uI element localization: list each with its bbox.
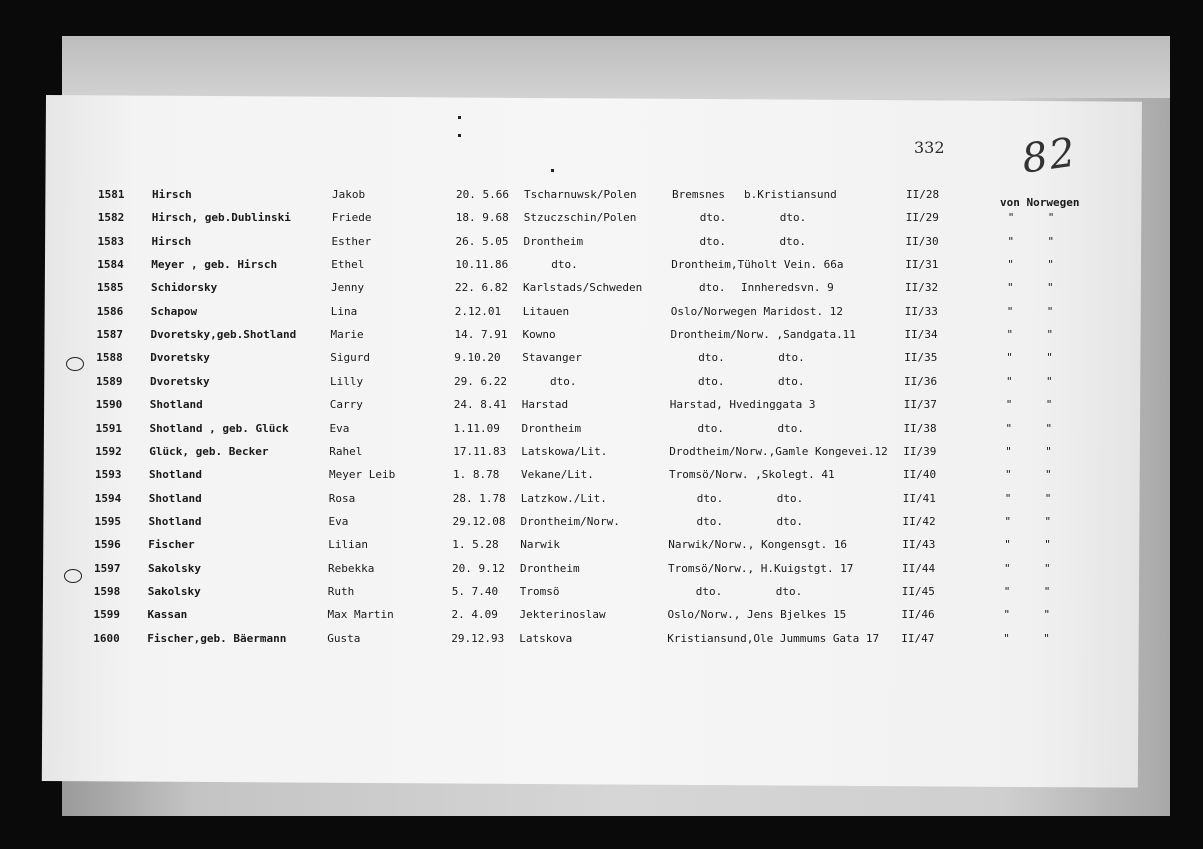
row-ditto-2: " — [1044, 514, 1052, 528]
row-surname: Hirsch, geb.Dublinski — [151, 211, 291, 225]
row-ditto-1: " — [1005, 468, 1012, 482]
row-surname: Dvoretsky — [150, 351, 210, 365]
row-ditto-1: " — [1006, 328, 1014, 342]
row-birthplace: Stavanger — [522, 351, 582, 365]
row-birthdate: 17.11.83 — [453, 444, 507, 458]
row-number: 1591 — [95, 421, 122, 435]
table-row — [0, 468, 1203, 488]
row-address: Drontheim,Tüholt Vein. 66a — [671, 258, 844, 272]
row-birthplace: Vekane/Lit. — [521, 468, 594, 482]
row-register-ref: II/28 — [906, 188, 940, 201]
row-birthdate: 2. 4.09 — [451, 608, 498, 622]
row-surname: Fischer,geb. Bäermann — [147, 631, 287, 645]
row-ditto-2: " — [1047, 211, 1055, 225]
table-row — [0, 235, 1203, 255]
row-number: 1583 — [97, 234, 124, 248]
row-firstname: Lilian — [328, 538, 368, 552]
row-address: dto. — [699, 234, 726, 248]
row-birthplace: Kowno — [522, 328, 556, 342]
table-row — [0, 281, 1203, 301]
row-firstname: Lilly — [330, 374, 364, 388]
table-row — [0, 398, 1203, 418]
row-birthplace: Harstad — [521, 398, 569, 412]
row-firstname: Ruth — [327, 584, 355, 598]
table-row — [0, 632, 1203, 652]
row-address: Drodtheim/Norw.,Gamle Kongevei.12 — [669, 444, 888, 458]
row-firstname: Esther — [331, 234, 372, 248]
row-birthplace: Drontheim/Norw. — [520, 514, 620, 528]
table-row — [0, 515, 1203, 535]
row-surname: Shotland — [148, 491, 202, 505]
row-surname: Kassan — [147, 608, 188, 622]
row-address: Narwik/Norw., Kongensgt. 16 — [668, 538, 848, 552]
row-address-2: dto. — [776, 514, 803, 528]
row-number: 1587 — [96, 328, 123, 342]
row-ditto-2: " — [1044, 538, 1051, 552]
row-ditto-1: " — [1007, 258, 1014, 272]
row-birthdate: 14. 7.91 — [454, 328, 508, 342]
row-ditto-2: " — [1045, 468, 1052, 482]
row-register-ref: II/41 — [902, 491, 936, 505]
row-register-ref: II/46 — [901, 608, 935, 622]
row-register-ref: II/43 — [902, 538, 936, 552]
punch-mark — [458, 116, 461, 119]
row-ditto-2: " — [1044, 561, 1051, 575]
row-register-ref: II/39 — [903, 444, 937, 458]
table-row — [0, 351, 1203, 371]
row-number: 1585 — [97, 281, 124, 295]
row-birthdate: 5. 7.40 — [451, 584, 499, 598]
row-address-2: b.Kristiansund — [744, 188, 837, 201]
table-row — [0, 585, 1203, 605]
row-ditto-2: " — [1044, 491, 1052, 505]
row-birthdate: 1. 5.28 — [452, 538, 499, 552]
row-address: Drontheim/Norw. ,Sandgata.11 — [670, 328, 856, 342]
table-row — [0, 258, 1203, 278]
page-stamp-number: 332 — [914, 138, 945, 157]
row-address: Kristiansund,Ole Jummums Gata 17 — [667, 631, 880, 645]
row-address: dto. — [697, 421, 724, 435]
row-birthplace: Tscharnuwsk/Polen — [524, 188, 637, 201]
row-address: Tromsö/Norw. ,Skolegt. 41 — [669, 468, 835, 482]
row-number: 1599 — [93, 608, 120, 622]
row-birthdate: 29.12.08 — [452, 514, 506, 528]
row-address-2: dto. — [779, 234, 806, 248]
row-address-2: dto. — [775, 584, 803, 598]
row-birthplace: Drontheim — [523, 234, 584, 248]
row-firstname: Eva — [329, 421, 350, 435]
row-firstname: Jenny — [331, 281, 365, 295]
row-birthplace: Latskowa/Lit. — [521, 444, 608, 458]
row-register-ref: II/36 — [904, 374, 938, 388]
row-birthdate: 1. 8.78 — [453, 468, 500, 482]
row-ditto-2: " — [1047, 281, 1054, 295]
row-address: dto. — [698, 374, 725, 388]
row-address: dto. — [699, 281, 726, 295]
table-row — [0, 538, 1203, 558]
row-register-ref: II/37 — [903, 398, 937, 412]
row-number: 1594 — [94, 491, 122, 505]
table-row — [0, 608, 1203, 628]
row-register-ref: II/42 — [902, 514, 936, 528]
row-surname: Hirsch — [152, 188, 192, 201]
row-address-2: dto. — [777, 421, 804, 435]
row-ditto-1: " — [1005, 421, 1013, 435]
row-surname: Sakolsky — [147, 584, 201, 598]
row-register-ref: II/32 — [905, 281, 939, 295]
table-row — [0, 422, 1203, 442]
punch-mark — [551, 169, 554, 172]
row-address: dto. — [695, 584, 723, 598]
row-number: 1595 — [94, 514, 121, 528]
row-ditto-2: " — [1047, 258, 1054, 272]
row-ditto-2: " — [1043, 608, 1051, 622]
row-ditto-2: " — [1043, 631, 1050, 645]
row-ditto-2: " — [1046, 304, 1054, 318]
row-number: 1584 — [97, 258, 124, 272]
row-surname: Hirsch — [151, 234, 192, 248]
row-register-ref: II/33 — [904, 304, 938, 318]
row-ditto-1: " — [1007, 211, 1015, 225]
row-birthplace: Latskova — [519, 631, 573, 645]
row-ditto-1: " — [1006, 304, 1014, 318]
row-surname: Glück, geb. Becker — [149, 444, 269, 458]
row-birthdate: 29. 6.22 — [454, 374, 507, 388]
row-ditto-1: " — [1006, 374, 1013, 388]
row-register-ref: II/30 — [905, 234, 939, 248]
row-birthplace: Litauen — [522, 304, 570, 318]
row-address: dto. — [698, 351, 725, 365]
punch-mark — [458, 134, 461, 137]
row-register-ref: II/47 — [901, 631, 935, 645]
row-ditto-1: " — [1007, 234, 1015, 248]
row-surname: Shotland — [149, 468, 202, 482]
table-row — [0, 375, 1203, 395]
row-register-ref: II/35 — [904, 351, 938, 365]
table-row — [0, 492, 1203, 512]
row-firstname: Carry — [329, 398, 363, 412]
row-firstname: Meyer Leib — [329, 468, 396, 482]
row-birthdate: 26. 5.05 — [455, 234, 509, 248]
row-number: 1597 — [94, 561, 121, 575]
row-number: 1592 — [95, 444, 122, 458]
row-firstname: Ethel — [331, 258, 365, 272]
row-birthdate: 1.11.09 — [453, 421, 500, 435]
row-ditto-1: " — [1003, 584, 1011, 598]
row-address: dto. — [699, 211, 727, 225]
row-address: dto. — [696, 491, 724, 505]
row-register-ref: II/34 — [904, 328, 938, 342]
row-firstname: Rahel — [329, 444, 363, 458]
row-firstname: Eva — [328, 514, 349, 528]
row-ditto-2: " — [1047, 234, 1055, 248]
row-surname: Dvoretsky,geb.Shotland — [150, 328, 297, 342]
row-address: Oslo/Norw., Jens Bjelkes 15 — [667, 608, 847, 622]
row-number: 1598 — [93, 584, 121, 598]
row-surname: Sakolsky — [148, 561, 201, 575]
row-birthplace: Drontheim — [520, 561, 580, 575]
row-register-ref: II/29 — [905, 211, 939, 225]
row-surname: Shotland — [148, 514, 202, 528]
row-birthplace: dto. — [550, 374, 577, 388]
row-register-ref: II/31 — [905, 258, 939, 272]
row-surname: Shotland , geb. Glück — [149, 421, 289, 435]
row-birthplace: Drontheim — [521, 421, 582, 435]
row-firstname: Sigurd — [330, 351, 370, 365]
row-firstname: Lina — [330, 304, 358, 318]
row-number: 1593 — [95, 468, 122, 482]
row-register-ref: II/40 — [903, 468, 937, 482]
row-firstname: Max Martin — [327, 608, 394, 622]
row-address-2: dto. — [779, 211, 807, 225]
row-address: Bremsnes — [672, 188, 725, 201]
row-surname: Shotland — [149, 398, 203, 412]
row-birthdate: 20. 5.66 — [456, 188, 509, 201]
row-birthplace: Jekterinoslaw — [519, 608, 606, 622]
row-surname: Meyer , geb. Hirsch — [151, 258, 278, 272]
row-ditto-1: " — [1004, 514, 1012, 528]
row-address: Oslo/Norwegen Maridost. 12 — [670, 304, 843, 318]
row-ditto-1: " — [1006, 351, 1013, 365]
row-birthdate: 28. 1.78 — [452, 491, 506, 505]
row-address: Tromsö/Norw., H.Kuigstgt. 17 — [668, 561, 854, 575]
row-register-ref: II/38 — [903, 421, 937, 435]
row-ditto-1: " — [1007, 281, 1014, 295]
row-address-2: dto. — [778, 351, 805, 365]
table-row — [0, 211, 1203, 231]
row-address-2: dto. — [778, 374, 805, 388]
row-birthdate: 22. 6.82 — [455, 281, 508, 295]
row-surname: Dvoretsky — [150, 374, 210, 388]
row-number: 1582 — [97, 211, 125, 225]
row-ditto-1: " — [1004, 491, 1012, 505]
row-ditto-2: " — [1046, 374, 1053, 388]
row-birthdate: 18. 9.68 — [455, 211, 509, 225]
row-birthdate: 9.10.20 — [454, 351, 501, 365]
row-firstname: Marie — [330, 328, 364, 342]
row-surname: Schapow — [150, 304, 198, 318]
row-ditto-2: " — [1045, 398, 1053, 412]
row-birthplace: Stzuczschin/Polen — [523, 211, 637, 225]
row-birthplace: Latzkow./Lit. — [520, 491, 607, 505]
row-number: 1589 — [96, 374, 123, 388]
row-ditto-2: " — [1046, 351, 1053, 365]
row-surname: Schidorsky — [151, 281, 218, 295]
row-register-ref: II/45 — [901, 584, 935, 598]
row-number: 1596 — [94, 538, 121, 552]
table-row — [0, 305, 1203, 325]
row-firstname: Rebekka — [328, 561, 375, 575]
row-birthplace: Karlstads/Schweden — [523, 281, 643, 295]
row-birthdate: 24. 8.41 — [453, 398, 507, 412]
table-row — [0, 328, 1203, 348]
row-birthplace: Narwik — [520, 538, 560, 552]
row-birthdate: 2.12.01 — [454, 304, 502, 318]
row-ditto-1: " — [1003, 608, 1011, 622]
table-row — [0, 188, 1203, 208]
row-address-2: Innheredsvn. 9 — [741, 281, 834, 295]
row-ditto-2: " — [1045, 444, 1052, 458]
row-ditto-1: " — [1003, 631, 1010, 645]
handwritten-page-number: 82 — [1019, 129, 1080, 183]
row-firstname: Rosa — [328, 491, 356, 505]
table-row — [0, 562, 1203, 582]
row-number: 1590 — [95, 398, 123, 412]
row-birthdate: 20. 9.12 — [452, 561, 505, 575]
row-firstname: Gusta — [327, 631, 361, 645]
row-ditto-2: " — [1046, 328, 1054, 342]
row-register-ref: II/44 — [902, 561, 936, 575]
row-firstname: Jakob — [332, 188, 366, 201]
row-number: 1581 — [98, 188, 125, 201]
row-birthplace: Tromsö — [519, 584, 560, 598]
row-ditto-2: " — [1043, 584, 1051, 598]
row-birthdate: 29.12.93 — [451, 631, 505, 645]
row-birthplace: dto. — [551, 258, 578, 272]
row-address: dto. — [696, 514, 723, 528]
row-firstname: Friede — [331, 211, 372, 225]
row-number: 1586 — [96, 304, 124, 318]
row-ditto-1: " — [1004, 561, 1011, 575]
row-ditto-1: " — [1005, 398, 1013, 412]
row-number: 1588 — [96, 351, 123, 365]
row-ditto-2: " — [1045, 421, 1053, 435]
row-number: 1600 — [93, 631, 120, 645]
table-row — [0, 445, 1203, 465]
row-ditto-1: " — [1005, 444, 1012, 458]
column-header-origin: von Norwegen — [1000, 196, 1080, 209]
row-birthdate: 10.11.86 — [455, 258, 509, 272]
row-ditto-1: " — [1004, 538, 1011, 552]
row-address-2: dto. — [776, 491, 804, 505]
row-surname: Fischer — [148, 538, 195, 552]
row-address: Harstad, Hvedinggata 3 — [669, 398, 816, 412]
background-sheet-top — [62, 36, 1170, 98]
